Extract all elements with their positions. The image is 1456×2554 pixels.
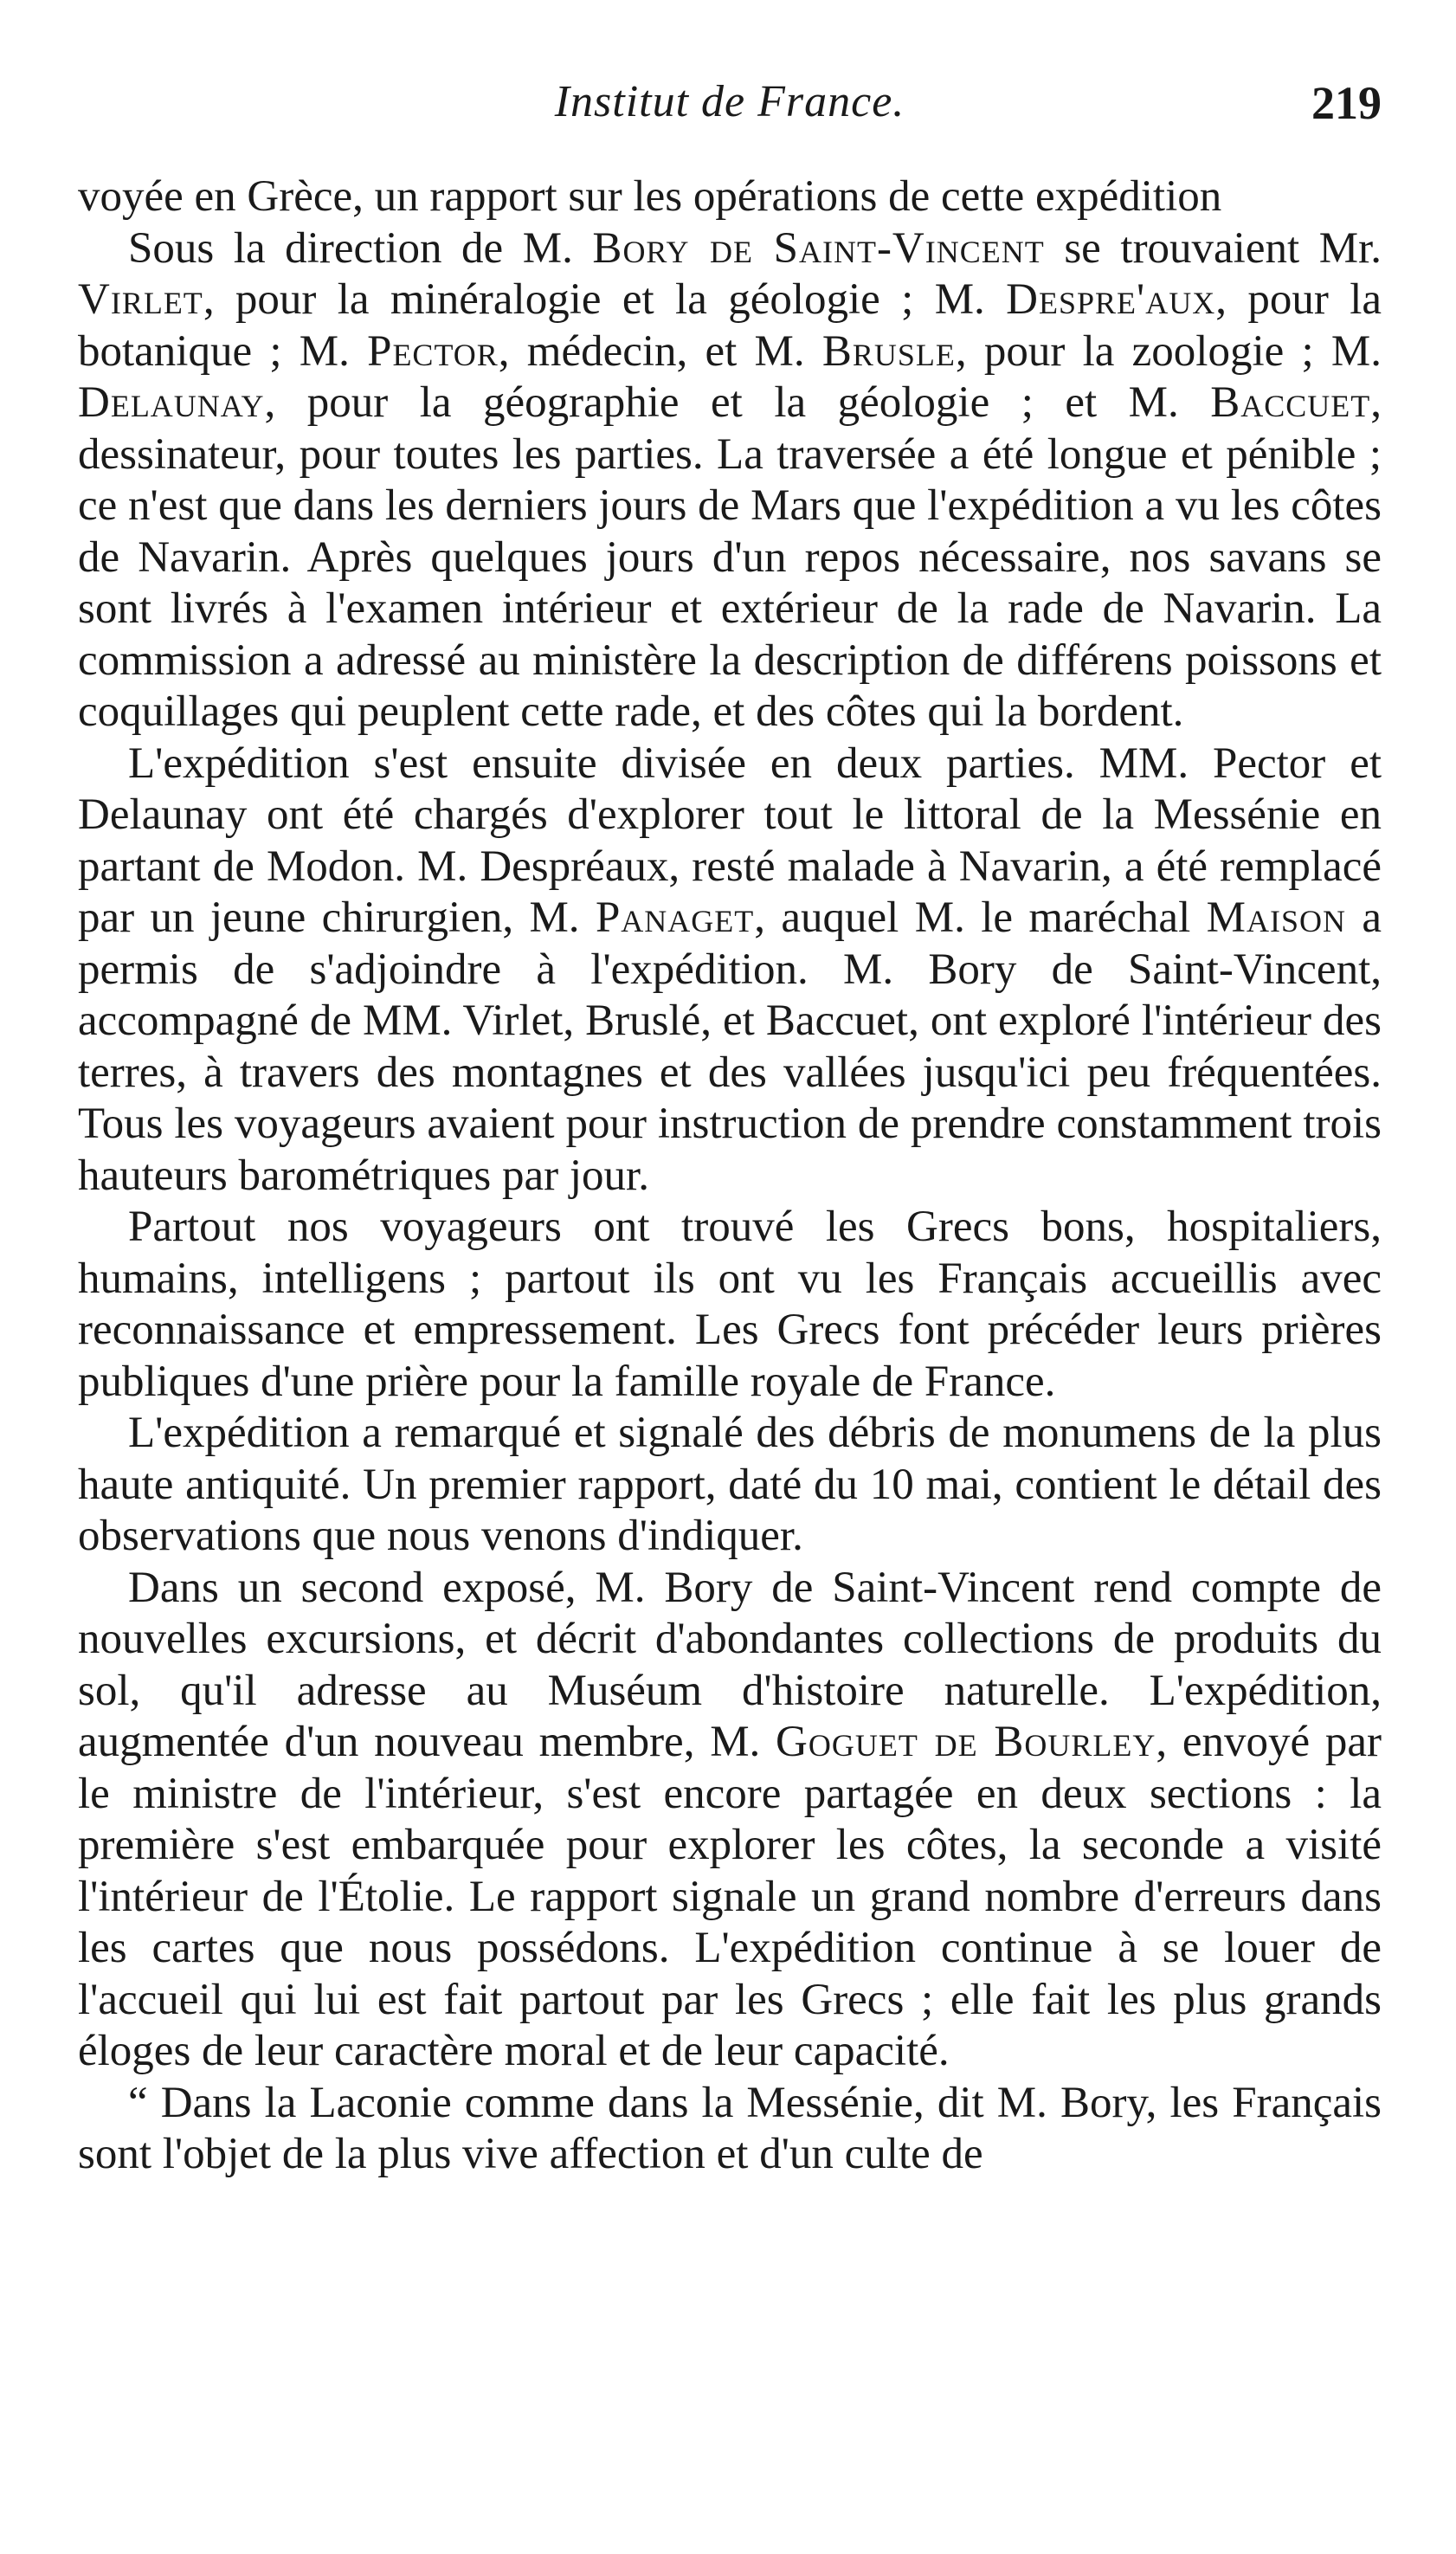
paragraph: [78, 1408, 1382, 1563]
name-small-caps: Despre'aux: [1006, 275, 1216, 324]
paragraph: [78, 171, 1382, 223]
name-small-caps: Virlet: [78, 275, 203, 324]
name-small-caps: Maison: [1206, 893, 1346, 942]
text-run: , pour la botanique ; M.: [78, 275, 1382, 376]
name-small-caps: Delaunay: [78, 378, 265, 427]
text-run: , pour la zoologie ; M.: [955, 326, 1382, 376]
paragraph: [78, 2078, 1382, 2181]
page-header: [78, 76, 1382, 145]
name-small-caps: Goguet de Bourley: [776, 1718, 1156, 1766]
name-small-caps: Panaget: [595, 893, 755, 942]
name-small-caps: Pector: [367, 326, 499, 376]
page-number: 219: [1311, 77, 1382, 129]
text-run: , dessinateur, pour toutes les parties. La traversée a été longue et pénible ; ce n'est que dans les derniers jours de Mars que l'expédition a vu les côtes de Navarin. Après quelques jours d'un repos nécessaire, nos savans se sont livrés à l'examen intérieur et extérieur de la rade de Navarin. La commission a adressé au ministère la description de différens poissons et coquillages qui peuplent cette rade, et des côtes qui la bordent.: [78, 378, 1382, 736]
text-run: Partout nos voyageurs ont trouvé les Grecs bons, hospitaliers, humains, intelligens ; partout ils ont vu les Français accueillis avec reconnaissance et empressement. Les Grecs font précéder leurs prières publiques d'une prière pour la famille royale de France.: [78, 1203, 1382, 1406]
text-run: , pour la minéralogie et la géologie ; M.: [203, 275, 1007, 324]
text-run: , envoyé par le ministre de l'intérieur, s'est encore partagée en deux sections : la première s'est embarquée pour explorer les côtes, la seconde a visité l'intérieur de l'Étolie. Le rapport signale un grand nombre d'erreurs dans les cartes que nous possédons. L'expédition continue à se louer de l'accueil qui lui est fait partout par les Grecs ; elle fait les plus grands éloges de leur caractère moral et de leur capacité.: [78, 1718, 1382, 2075]
body-text: [78, 171, 1382, 2181]
paragraph: [78, 1202, 1382, 1408]
text-run: L'expédition a remarqué et signalé des débris de monumens de la plus haute antiquité. Un premier rapport, daté du 10 mai, contient le détail des observations que nous venons d'indiquer.: [78, 1409, 1382, 1560]
text-run: , auquel M. le maréchal: [754, 893, 1207, 942]
name-small-caps: Brusle: [821, 326, 956, 376]
paragraph: [78, 223, 1382, 738]
text-run: “ Dans la Laconie comme dans la Messénie, dit M. Bory, les Français sont l'objet de la plus vive affection et d'un culte de: [78, 2078, 1382, 2178]
running-title: Institut de France.: [554, 77, 905, 126]
text-run: Sous la direction de M.: [128, 223, 593, 273]
text-run: Dans un second exposé, M. Bory de Saint-Vincent rend compte de nouvelles excursions, et décrit d'abondantes collections de produits du sol, qu'il adresse au Muséum d'histoire naturelle. L'expédition, augmentée d'un nouveau membre, M.: [78, 1563, 1382, 1766]
paragraph: [78, 738, 1382, 1203]
text-run: , pour la géographie et la géologie ; et M.: [264, 378, 1211, 427]
text-run: , médecin, et M.: [498, 326, 822, 376]
paragraph: [78, 1563, 1382, 2078]
text-run: L'expédition s'est ensuite divisée en deux parties. MM. Pector et Delaunay ont été chargés d'explorer tout le littoral de la Messénie en partant de Modon. M. Despréaux, resté malade à Navarin, a été remplacé par un jeune chirurgien, M.: [78, 738, 1382, 942]
text-run: a permis de s'adjoindre à l'expédition. M. Bory de Saint-Vincent, accompagné de MM. Virlet, Bruslé, et Baccuet, ont exploré l'intérieur des terres, à travers des montagnes et des vallées jusqu'ici peu fréquentées. Tous les voyageurs avaient pour instruction de prendre constamment trois hauteurs barométriques par jour.: [78, 893, 1382, 1200]
text-run: se trouvaient Mr.: [1044, 223, 1382, 273]
text-run: voyée en Grèce, un rapport sur les opérations de cette expédition: [78, 172, 1222, 221]
name-small-caps: Baccuet: [1210, 378, 1371, 427]
name-small-caps: Bory de Saint-Vincent: [592, 223, 1045, 273]
